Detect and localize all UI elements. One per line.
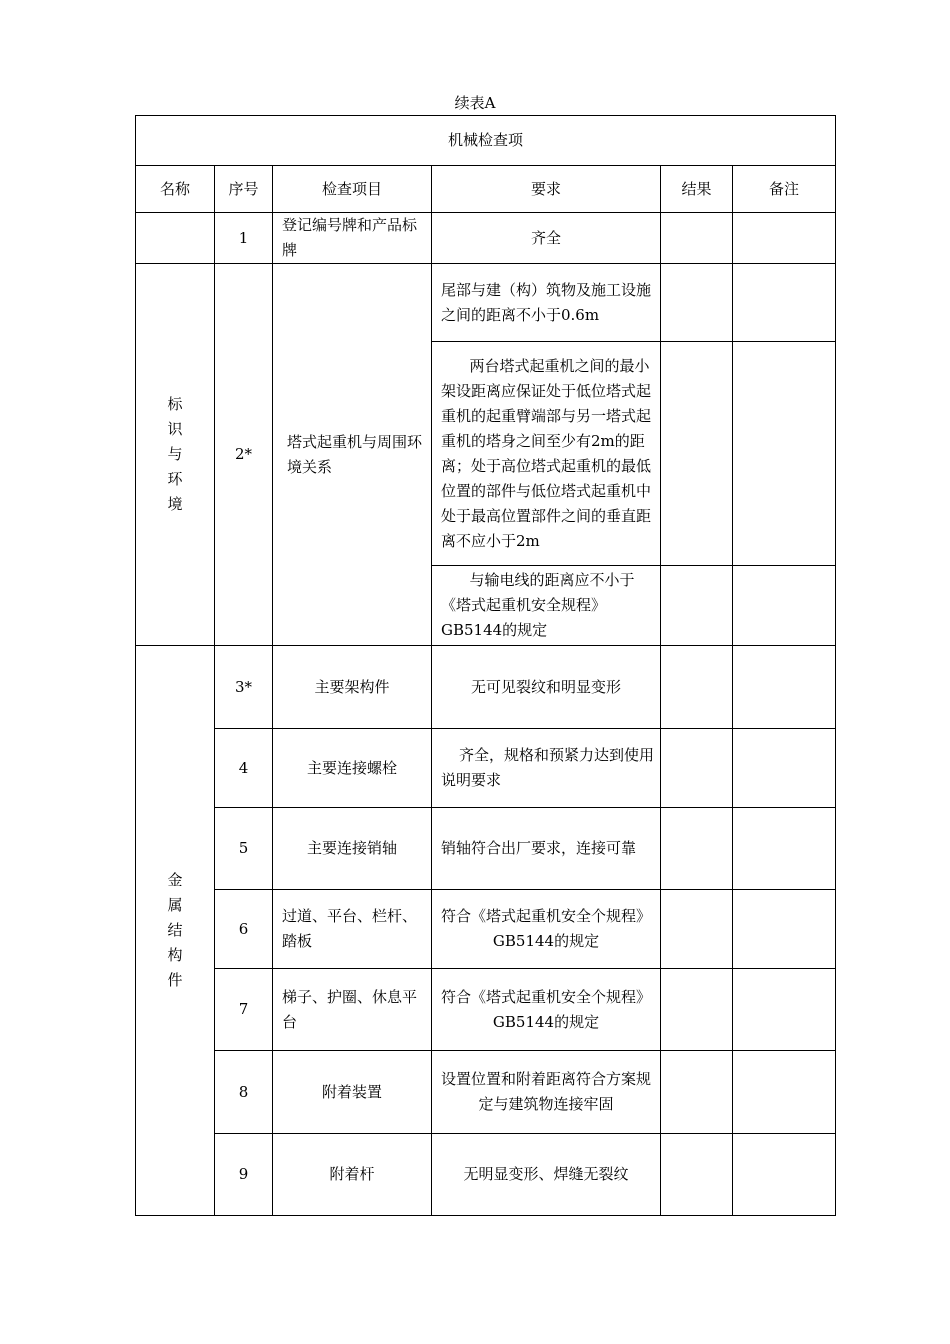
row-result	[661, 213, 733, 264]
row-remark	[733, 646, 836, 729]
row-result	[661, 969, 733, 1051]
row-result	[661, 342, 733, 566]
row-item: 附着装置	[273, 1051, 432, 1134]
row-seq: 5	[215, 808, 273, 890]
row-remark	[733, 1134, 836, 1216]
row-requirement: 与输电线的距离应不小于《塔式起重机安全规程》GB5144的规定	[432, 566, 661, 646]
table-row	[136, 213, 836, 264]
row-requirement: 无明显变形、焊缝无裂纹	[432, 1134, 661, 1216]
table-row	[136, 729, 836, 808]
table-row	[136, 890, 836, 969]
group-label-identification: 标 识 与 环 境	[136, 264, 215, 646]
header-requirement: 要求	[432, 166, 661, 213]
row-remark	[733, 566, 836, 646]
table-row	[136, 264, 836, 342]
table-row	[136, 1134, 836, 1216]
row-seq: 6	[215, 890, 273, 969]
row-remark	[733, 213, 836, 264]
row-seq: 2*	[215, 264, 273, 646]
row-result	[661, 808, 733, 890]
table-row	[136, 1051, 836, 1134]
header-seq: 序号	[215, 166, 273, 213]
row-requirement: 符合《塔式起重机安全个规程》GB5144的规定	[432, 890, 661, 969]
row-result	[661, 1051, 733, 1134]
row-seq: 4	[215, 729, 273, 808]
row-requirement: 齐全，规格和预紧力达到使用说明要求	[432, 729, 661, 808]
row-item: 登记编号牌和产品标牌	[273, 213, 432, 264]
row-result	[661, 646, 733, 729]
table-row	[136, 969, 836, 1051]
row-result	[661, 566, 733, 646]
table-caption: 续表A	[454, 94, 496, 112]
row-item: 过道、平台、栏杆、踏板	[273, 890, 432, 969]
row-requirement: 符合《塔式起重机安全个规程》GB5144的规定	[432, 969, 661, 1051]
group-cell-empty	[136, 213, 215, 264]
row-remark	[733, 1051, 836, 1134]
table-row	[136, 808, 836, 890]
row-seq: 3*	[215, 646, 273, 729]
row-remark	[733, 342, 836, 566]
row-remark	[733, 969, 836, 1051]
inspection-table	[135, 115, 836, 1216]
row-remark	[733, 890, 836, 969]
row-item: 主要架构件	[273, 646, 432, 729]
group-label-metal-structure: 金 属 结 构 件	[136, 646, 215, 1216]
header-remark: 备注	[733, 166, 836, 213]
row-item: 梯子、护圈、休息平台	[273, 969, 432, 1051]
row-requirement: 设置位置和附着距离符合方案规定与建筑物连接牢固	[432, 1051, 661, 1134]
row-item: 主要连接螺栓	[273, 729, 432, 808]
table-title: 机械检查项	[136, 116, 836, 166]
row-seq: 9	[215, 1134, 273, 1216]
header-name: 名称	[136, 166, 215, 213]
row-item: 附着杆	[273, 1134, 432, 1216]
row-result	[661, 729, 733, 808]
row-remark	[733, 729, 836, 808]
row-seq: 1	[215, 213, 273, 264]
row-requirement: 尾部与建（构）筑物及施工设施之间的距离不小于0.6m	[432, 264, 661, 342]
row-requirement: 齐全	[432, 213, 661, 264]
row-result	[661, 1134, 733, 1216]
row-seq: 8	[215, 1051, 273, 1134]
row-requirement: 无可见裂纹和明显变形	[432, 646, 661, 729]
row-item: 主要连接销轴	[273, 808, 432, 890]
row-remark	[733, 264, 836, 342]
row-result	[661, 264, 733, 342]
header-result: 结果	[661, 166, 733, 213]
row-requirement: 销轴符合出厂要求，连接可靠	[432, 808, 661, 890]
row-requirement: 两台塔式起重机之间的最小架设距离应保证处于低位塔式起重机的起重臂端部与另一塔式起重机的塔身之间至少有2m的距离；处于高位塔式起重机的最低位置的部件与低位塔式起重机中处于最高位置部件之间的垂直距离不应小于2m	[432, 342, 661, 566]
row-item: 塔式起重机与周围环境关系	[273, 264, 432, 646]
header-item: 检查项目	[273, 166, 432, 213]
row-seq: 7	[215, 969, 273, 1051]
row-result	[661, 890, 733, 969]
table-row	[136, 646, 836, 729]
header-row	[136, 166, 836, 213]
row-remark	[733, 808, 836, 890]
